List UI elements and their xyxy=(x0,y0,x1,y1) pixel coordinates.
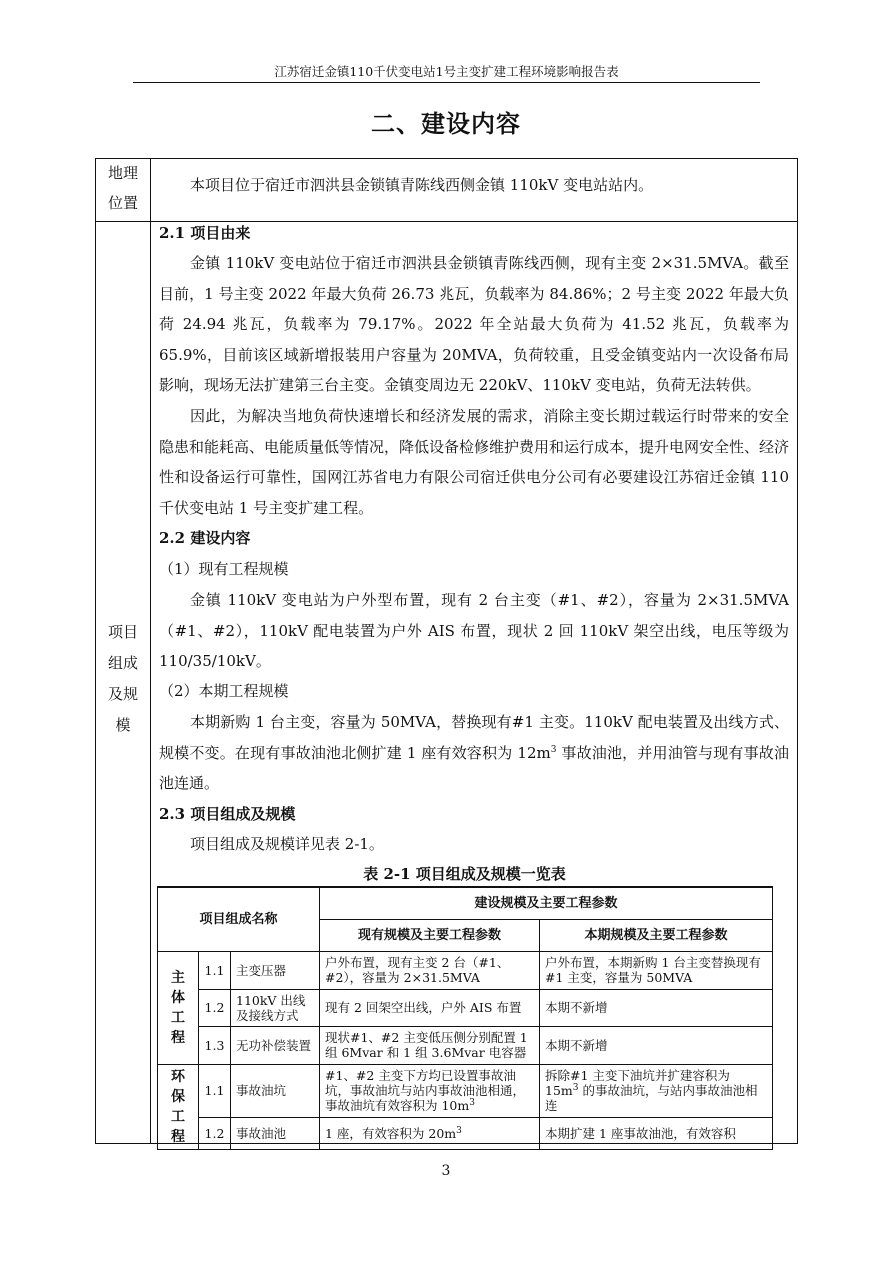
table-row: 1.2 110kV 出线及接线方式 现有 2 回架空出线，户外 AIS 布置 本期不新增 xyxy=(158,989,773,1026)
paragraph-2-3: 项目组成及规模详见表 2-1。 xyxy=(190,835,384,853)
heading-2-3: 2.3 项目组成及规模 xyxy=(159,805,296,823)
paragraph-2-1-b: 因此，为解决当地负荷快速增长和经济发展的需求，消除主变长期过载运行时带来的安全隐患和能耗高、电能质量低等情况，降低设备检修维护费用和运行成本，提升电网安全性、经济性和设备运行可靠性，国网江苏省电力有限公司宿迁供电分公司有必要建设江苏宿迁金镇 110 千伏变电站 1 号主变扩建工程。 xyxy=(159,407,790,517)
header-parameters: 建设规模及主要工程参数 xyxy=(320,887,773,919)
composition-table xyxy=(157,886,773,1150)
table-caption: 表 2-1 项目组成及规模一览表 xyxy=(363,865,566,883)
heading-2-1: 2.1 项目由来 xyxy=(159,224,251,242)
subheading-current: （2）本期工程规模 xyxy=(159,682,289,700)
composition-label: 项目 组成 及规 模 xyxy=(107,623,138,734)
heading-2-2: 2.2 建设内容 xyxy=(159,529,251,547)
paragraph-existing: 金镇 110kV 变电站为户外型布置，现有 2 台主变（#1、#2），容量为 2×31.5MVA（#1、#2），110kV 配电装置为户外 AIS 布置，现状 2 回 110kV 架空出线，电压等级为 110/35/10kV。 xyxy=(159,591,789,670)
header-item-name: 项目组成名称 xyxy=(158,887,320,951)
location-label: 地理 位置 xyxy=(107,164,138,212)
page-number: 3 xyxy=(441,1163,451,1179)
paragraph-2-1-a: 金镇 110kV 变电站位于宿迁市泗洪县金锁镇青陈线西侧，现有主变 2×31.5MVA。截至目前，1 号主变 2022 年最大负荷 26.73 兆瓦，负载率为 84.86%；2 号主变 2022 年最大负荷 24.94 兆瓦，负载率为 79.17%。2022 年全站最大负荷为 41.52 兆瓦，负载率为 65.9%，目前该区域新增报装用户容量为 20MVA，负荷较重，且受金镇变站内一次设备布局影响，现场无法扩建第三台主变。金镇变周边无 220kV、110kV 变电站，负荷无法转供。 xyxy=(159,254,789,394)
header-current: 本期规模及主要工程参数 xyxy=(540,919,773,951)
table-row: 环保工程 1.1 事故油坑 #1、#2 主变下方均已设置事故油坑，事故油坑与站内事故油池相通，事故油坑有效容积为 $10m^3$ 拆除#1 主变下油坑并扩建容积为 $15m^3$ 的事故油坑，与站内事故油池相连 xyxy=(158,1064,773,1118)
header-existing: 现有规模及主要工程参数 xyxy=(320,919,540,951)
column-divider xyxy=(150,158,151,1144)
subheading-existing: （1）现有工程规模 xyxy=(159,560,289,578)
table-row: 1.2 事故油池 1 座，有效容积为 $20m^3$ 本期扩建 1 座事故油池，有效容积 xyxy=(158,1118,773,1149)
running-header: 江苏宿迁金镇110千伏变电站1号主变扩建工程环境影响报告表 xyxy=(133,62,760,83)
paragraph-current: 本期新购 1 台主变，容量为 50MVA，替换现有#1 主变。110kV 配电装置及出线方式、规模不变。在现有事故油池北侧扩建 1 座有效容积为 $12m^3$ 事故油池，并用油管与现有事故油池连通。 xyxy=(159,713,789,792)
table-row: 主体工程 1.1 主变压器 户外布置，现有主变 2 台（#1、#2），容量为 2×31.5MVA 户外布置，本期新购 1 台主变替换现有#1 主变，容量为 50MVA xyxy=(158,951,773,989)
category-env-label: 环保工程 xyxy=(171,1068,185,1145)
category-env xyxy=(158,1064,199,1149)
section-title: 二、建设内容 xyxy=(371,110,521,138)
location-text: 本项目位于宿迁市泗洪县金锁镇青陈线西侧金镇 110kV 变电站站内。 xyxy=(190,176,654,194)
category-main xyxy=(158,951,199,1064)
category-main-label: 主体工程 xyxy=(171,969,185,1046)
table-row: 1.3 无功补偿装置 现状#1、#2 主变低压侧分别配置 1 组 6Mvar 和 1 组 3.6Mvar 电容器 本期不新增 xyxy=(158,1026,773,1064)
